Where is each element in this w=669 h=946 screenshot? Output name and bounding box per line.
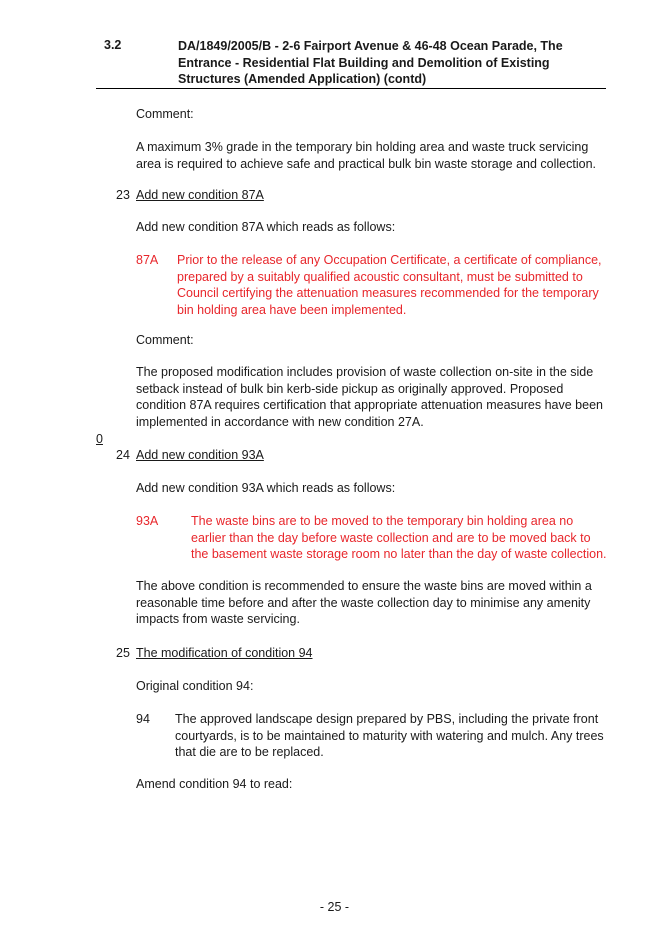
margin-mark: 0 bbox=[96, 432, 103, 446]
condition-93a-text: The waste bins are to be moved to the temporary bin holding area no earlier than the day before waste collection and are to be moved back to the basement waste storage room no later than the day of waste collection. bbox=[191, 514, 607, 561]
condition-87a-text: Prior to the release of any Occupation Certificate, a certificate of compliance, prepared by a suitably qualified acoustic consultant, must be submitted to Council certifying the attenuation measures recommended for the temporary bin holding area have been implemented. bbox=[177, 253, 602, 317]
condition-94-text: The approved landscape design prepared by PBS, including the private front courtyards, is to be maintained to maturity with watering and mulch. Any trees that die are to be replaced. bbox=[175, 712, 604, 759]
condition-87a-number: 87A bbox=[136, 253, 159, 267]
item-23-lead: Add new condition 87A which reads as follows: bbox=[136, 220, 396, 234]
page-number: - 25 - bbox=[319, 900, 350, 914]
item-25-amend-text: Amend condition 94 to read: bbox=[136, 777, 293, 791]
item-23-comment-text: The proposed modification includes provision of waste collection on-site in the side setback instead of bulk bin kerb-side pickup as originally approved. Proposed condition 87A requires certification that appropriate attenuation measures have been implemented in accordance with new condition 27A. bbox=[136, 365, 603, 429]
item-24-heading: Add new condition 93A bbox=[136, 448, 264, 462]
condition-93a-number: 93A bbox=[136, 514, 159, 528]
item-25-number: 25 bbox=[116, 646, 130, 660]
intro-comment-label: Comment: bbox=[136, 107, 194, 121]
item-23-heading: Add new condition 87A bbox=[136, 188, 264, 202]
condition-94-number: 94 bbox=[136, 712, 150, 726]
header-divider bbox=[96, 88, 606, 89]
item-number: 3.2 bbox=[104, 38, 122, 52]
intro-comment-text: A maximum 3% grade in the temporary bin holding area and waste truck servicing area is required to achieve safe and practical bulk bin waste storage and collection. bbox=[136, 140, 596, 171]
item-23-number: 23 bbox=[116, 188, 130, 202]
item-24-number: 24 bbox=[116, 448, 130, 462]
item-25-lead: Original condition 94: bbox=[136, 679, 254, 693]
report-title: DA/1849/2005/B - 2-6 Fairport Avenue & 46-48 Ocean Parade, The Entrance - Residential Flat Building and Demolition of Existing Structures (Amended Application) (contd) bbox=[178, 39, 563, 86]
item-24-comment-text: The above condition is recommended to ensure the waste bins are moved within a reasonable time before and after the waste collection day to minimise any amenity impacts from waste servicing. bbox=[136, 579, 592, 626]
item-24-lead: Add new condition 93A which reads as follows: bbox=[136, 481, 396, 495]
item-23-comment-label: Comment: bbox=[136, 333, 194, 347]
item-25-heading: The modification of condition 94 bbox=[136, 646, 313, 660]
